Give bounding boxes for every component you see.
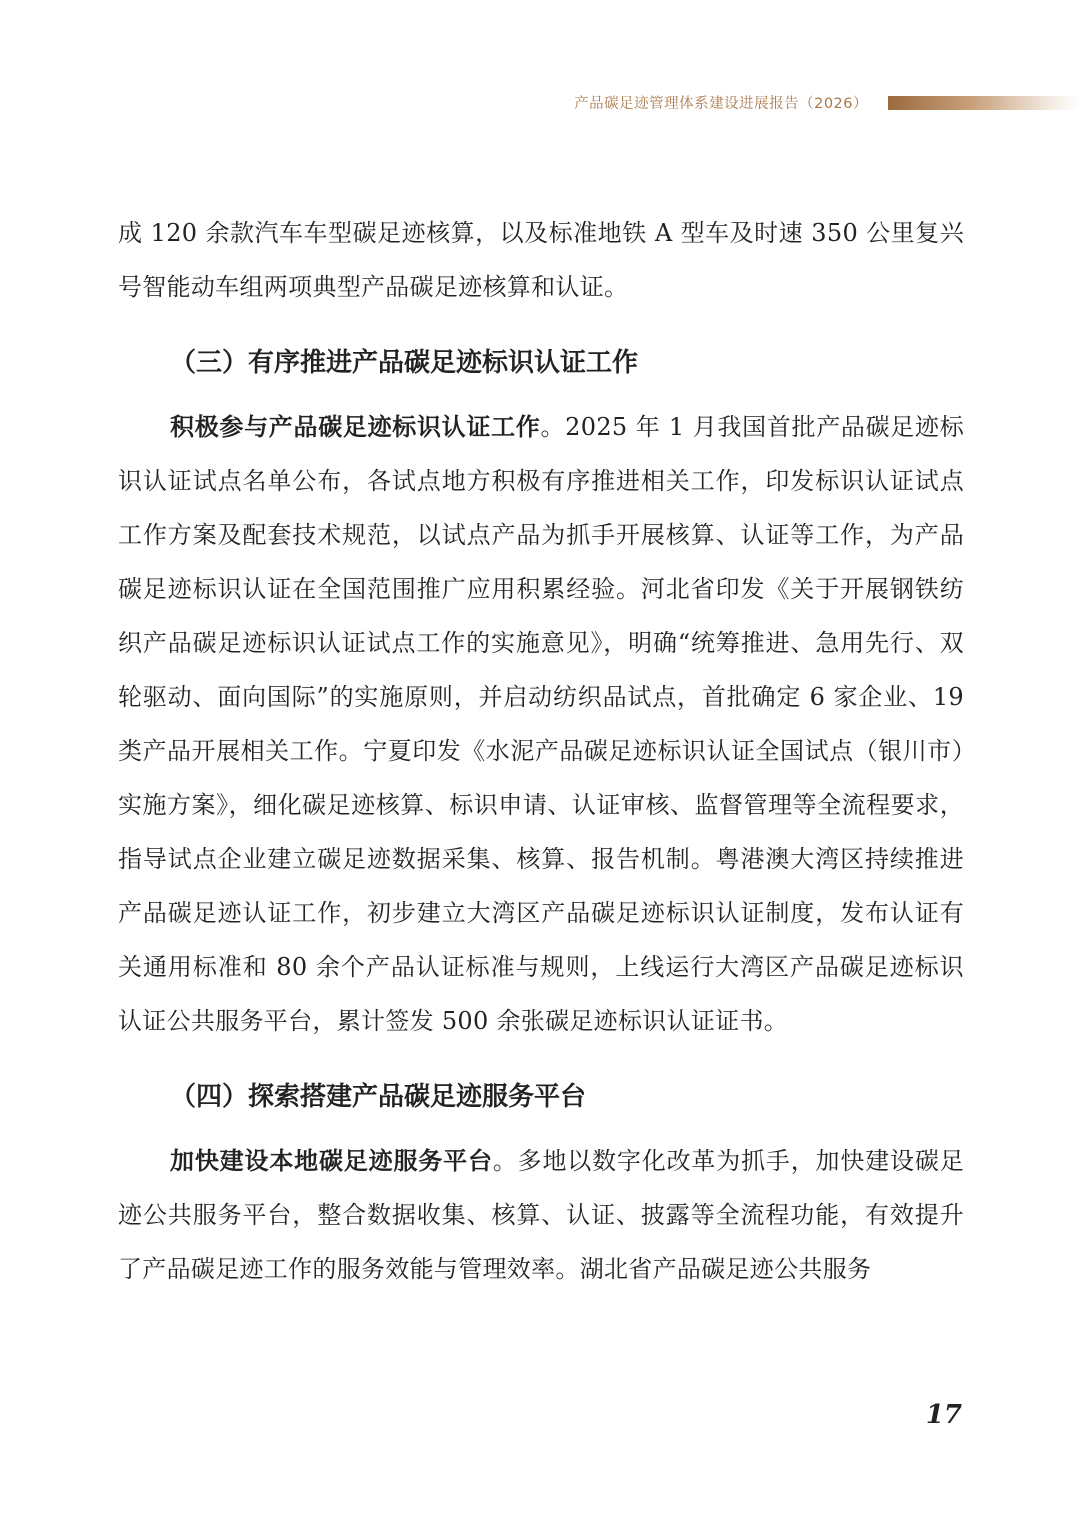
section-heading-4: （四）探索搭建产品碳足迹服务平台 — [170, 1082, 587, 1112]
page-content — [118, 206, 964, 1296]
running-header — [0, 92, 1080, 116]
paragraph-lead-4: 加快建设本地碳足迹服务平台 — [170, 1146, 493, 1175]
paragraph-text-3: 。2025 年 1 月我国首批产品碳足迹标识认证试点名单公布，各试点地方积极有序推进相关工作，印发标识认证试点工作方案及配套技术规范，以试点产品为抓手开展核算、认证等工作，为产品碳足迹标识认证在全国范围推广应用积累经验。河北省印发《关于开展钢铁纺织产品碳足迹标识认证试点工作的实施意见》，明确“统筹推进、急用先行、双轮驱动、面向国际”的实施原则，并启动纺织品试点，首批确定 6 家企业、19 类产品开展相关工作。宁夏印发《水泥产品碳足迹标识认证全国试点（银川市）实施方案》，细化碳足迹核算、标识申请、认证审核、监督管理等全流程要求，指导试点企业建立碳足迹数据采集、核算、报告机制。粤港澳大湾区持续推进产品碳足迹认证工作，初步建立大湾区产品碳足迹标识认证制度，发布认证有关通用标准和 80 余个产品认证标准与规则，上线运行大湾区产品碳足迹标识认证公共服务平台，累计签发 500 余张碳足迹标识认证证书。 — [118, 413, 964, 1035]
header-accent-bar — [888, 96, 1080, 110]
report-title: 产品碳足迹管理体系建设进展报告（2026） — [574, 96, 868, 112]
paragraph-text-4: 。多地以数字化改革为抓手，加快建设碳足迹公共服务平台，整合数据收集、核算、认证、披露等全流程功能，有效提升了产品碳足迹工作的服务效能与管理效率。湖北省产品碳足迹公共服务 — [118, 1147, 964, 1283]
page-number: 17 — [925, 1400, 962, 1430]
paragraph-continuation: 成 120 余款汽车车型碳足迹核算，以及标准地铁 A 型车及时速 350 公里复兴号智能动车组两项典型产品碳足迹核算和认证。 — [118, 219, 964, 301]
paragraph-lead-3: 积极参与产品碳足迹标识认证工作 — [170, 412, 541, 441]
paragraph-section-4 — [118, 1134, 964, 1296]
section-heading-3: （三）有序推进产品碳足迹标识认证工作 — [170, 348, 639, 378]
paragraph-section-3 — [118, 400, 964, 1048]
